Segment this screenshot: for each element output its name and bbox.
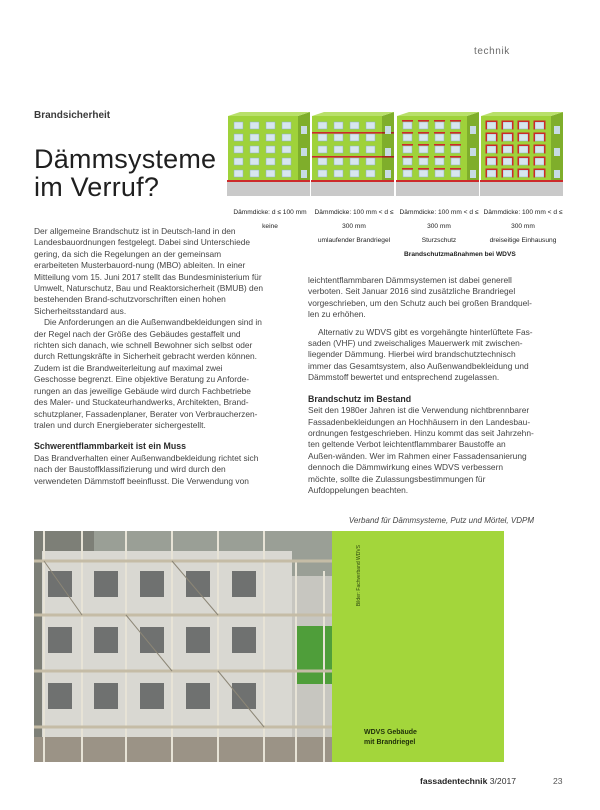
building-4-frame-left <box>502 121 504 130</box>
building-3-side-window <box>470 126 476 134</box>
building-2-roof <box>312 112 394 116</box>
building-3-lintel <box>402 144 413 146</box>
building-3-base-riegel <box>396 180 479 182</box>
building-2-base <box>311 182 394 196</box>
building-3-lintel <box>402 168 413 170</box>
issue-number: 3/2017 <box>489 776 517 786</box>
building-4-frame-right <box>512 133 514 142</box>
building-1-window <box>250 158 259 165</box>
building-2-base-riegel <box>311 180 394 182</box>
building-3-window <box>435 122 444 129</box>
building-4-window <box>535 122 544 129</box>
building-1-base <box>227 182 310 196</box>
building-4-frame-top <box>486 121 498 123</box>
building-4-frame-right <box>544 121 546 130</box>
building-4-frame-right <box>544 145 546 154</box>
building-4-frame-top <box>518 169 530 171</box>
building-caption-2-line1: Dämmdicke: 100 mm < d ≤ 300 mm <box>314 209 394 230</box>
building-4-frame-left <box>502 133 504 142</box>
building-caption-2 <box>310 206 398 248</box>
building-4-frame-left <box>534 145 536 154</box>
building-4-frame-right <box>512 121 514 130</box>
building-2-ring-riegel-side <box>382 156 394 158</box>
scaffolding-photo-illustration <box>34 531 332 762</box>
building-1-roof <box>228 112 310 116</box>
building-4-window <box>503 158 512 165</box>
building-3-lintel <box>418 144 429 146</box>
building-4-window <box>503 146 512 153</box>
building-caption-3 <box>395 206 483 248</box>
text-column-2 <box>308 275 534 497</box>
building-4-window <box>535 158 544 165</box>
building-4-frame-left <box>486 157 488 166</box>
building-3-lintel <box>434 120 445 122</box>
building-caption-2-line2: umlaufender Brandriegel <box>317 237 391 244</box>
building-4-frame-left <box>518 121 520 130</box>
building-4-frame-left <box>518 145 520 154</box>
building-4-window <box>535 170 544 177</box>
building-caption-1-line1: Dämmdicke: d ≤ 100 mm <box>233 209 307 216</box>
building-4-frame-right <box>528 169 530 178</box>
building-1-window <box>234 146 243 153</box>
building-1-window <box>250 146 259 153</box>
building-4-frame-top <box>534 169 546 171</box>
building-3-window <box>419 170 428 177</box>
building-4-window <box>519 134 528 141</box>
building-4-window <box>503 122 512 129</box>
building-3-window <box>435 146 444 153</box>
building-4-frame-right <box>512 169 514 178</box>
building-4-frame-left <box>534 157 536 166</box>
building-2-ring-riegel <box>312 156 382 158</box>
building-3-window <box>451 122 460 129</box>
building-1-window <box>234 170 243 177</box>
building-2-window <box>334 146 343 153</box>
paragraph: leichtentflammbaren Dämmsystemen ist dabei generell verboten. Seit Januar 2016 sind zusätzliche Brandriegel vorgeschrieben, um den Schutz auch bei großen Brandquel-len zu erhöhen. <box>308 275 532 320</box>
fire-protection-diagram <box>220 108 590 210</box>
building-3-window <box>403 122 412 129</box>
building-4-side-window <box>554 126 560 134</box>
building-photo <box>34 531 332 762</box>
building-4-frame-top <box>502 133 514 135</box>
building-3-window <box>419 158 428 165</box>
building-4-frame-top <box>534 157 546 159</box>
building-caption-3-line1: Dämmdicke: 100 mm < d ≤ 300 mm <box>399 209 479 230</box>
building-1-window <box>266 122 275 129</box>
building-3-base <box>396 182 479 196</box>
photo-caption <box>364 728 417 748</box>
building-1-side-window <box>301 126 307 134</box>
building-1-window <box>266 134 275 141</box>
paragraph: Seit den 1980er Jahren ist die Verwendung nichtbrennbarer Fassadenbekleidungen an Hochhäusern in den Landesbau-ordnungen festgeschrieben. Hinzu kommt das seit Jahrzehn-ten geltende Verbot leichtentflammbarer Baustoffe an Außen-wänden. Wer im Rahmen einer Fassadensanierung dennoch die Dämmwirkung eines WDVS verbessern möchte, sollte die Zulassungsbestimmungen für Aufdoppelungen beachten. <box>308 405 534 496</box>
building-2-window <box>318 158 327 165</box>
building-1-window <box>282 122 291 129</box>
building-3-lintel <box>450 144 461 146</box>
building-4-frame-right <box>544 169 546 178</box>
building-4-frame-right <box>512 157 514 166</box>
building-1-window <box>282 134 291 141</box>
building-4-frame-right <box>496 133 498 142</box>
building-4-frame-left <box>518 169 520 178</box>
building-1-window <box>250 134 259 141</box>
building-1-window <box>250 122 259 129</box>
building-3-lintel <box>434 132 445 134</box>
subheading: Brandschutz im Bestand <box>308 393 412 404</box>
building-3-lintel <box>418 168 429 170</box>
figure-caption: Brandschutzmaßnahmen bei WDVS <box>404 251 516 258</box>
footer-publication <box>420 776 516 786</box>
building-4-frame-right <box>528 133 530 142</box>
building-4-window <box>487 134 496 141</box>
building-2-window <box>334 158 343 165</box>
photo-caption-line2: mit Brandriegel <box>364 739 416 746</box>
building-3-window <box>451 146 460 153</box>
building-3-lintel <box>418 120 429 122</box>
building-4-frame-top <box>502 157 514 159</box>
building-4-frame-right <box>496 157 498 166</box>
building-2-window <box>350 122 359 129</box>
building-2-window <box>318 122 327 129</box>
building-4-window <box>519 158 528 165</box>
building-2-window <box>318 134 327 141</box>
building-3-window <box>419 146 428 153</box>
building-4-frame-right <box>544 157 546 166</box>
building-3-window <box>403 158 412 165</box>
building-3-lintel <box>434 168 445 170</box>
building-3-lintel <box>402 156 413 158</box>
paragraph: Alternativ zu WDVS gibt es vorgehängte hinterlüftete Fas-saden (VHF) und zweischaliges Mauerwerk mit zwischen-liegender Dämmung. Hierbei wird brandschutztechnisch immer das Gesamtsystem, also Außenwandbekleidung und Dämmstoff bewertet und entsprechend zugelassen. <box>308 326 533 383</box>
building-4-frame-right <box>496 121 498 130</box>
building-4-base-riegel <box>480 180 563 182</box>
building-4-window <box>519 146 528 153</box>
building-4-frame-right <box>528 121 530 130</box>
building-4-frame-right <box>512 145 514 154</box>
building-1-window <box>282 170 291 177</box>
building-3-window <box>403 146 412 153</box>
building-2-window <box>366 122 375 129</box>
building-4-frame-top <box>518 157 530 159</box>
building-3-window <box>435 170 444 177</box>
building-1-base-riegel <box>227 180 310 182</box>
building-1-window <box>250 170 259 177</box>
building-4-frame-top <box>486 133 498 135</box>
photo-credit: Bilder: Fachverband WDVS <box>356 545 362 607</box>
building-4-frame-left <box>502 169 504 178</box>
building-4-frame-right <box>496 169 498 178</box>
building-4-base <box>480 182 563 196</box>
building-4-window <box>519 122 528 129</box>
building-3-lintel <box>418 156 429 158</box>
building-1-window <box>234 122 243 129</box>
building-4-frame-left <box>534 169 536 178</box>
building-4-frame-top <box>534 145 546 147</box>
building-2-window <box>350 170 359 177</box>
building-4-frame-top <box>534 121 546 123</box>
building-3-window <box>403 134 412 141</box>
building-1-window <box>266 146 275 153</box>
building-3-side-window <box>470 148 476 156</box>
building-3-lintel <box>434 156 445 158</box>
building-4-window <box>503 134 512 141</box>
building-3-window <box>435 158 444 165</box>
building-3-window <box>419 134 428 141</box>
building-4-frame-left <box>518 157 520 166</box>
article-title <box>34 145 216 201</box>
building-3-window <box>419 122 428 129</box>
text-column-1 <box>34 226 266 487</box>
building-2-ring-riegel <box>312 132 382 134</box>
building-4-frame-left <box>534 133 536 142</box>
building-4-frame-top <box>502 121 514 123</box>
building-2-side-window <box>385 126 391 134</box>
building-4-frame-left <box>486 145 488 154</box>
building-4-frame-left <box>534 121 536 130</box>
building-3-window <box>451 158 460 165</box>
building-2-window <box>350 134 359 141</box>
building-caption-4-line1: Dämmdicke: 100 mm < d ≤ 300 mm <box>483 209 563 230</box>
building-2-window <box>334 122 343 129</box>
building-3-lintel <box>402 132 413 134</box>
building-3-lintel <box>434 144 445 146</box>
building-4-frame-left <box>486 133 488 142</box>
building-2-window <box>350 146 359 153</box>
building-4-frame-left <box>502 157 504 166</box>
building-3-lintel <box>418 132 429 134</box>
building-4-window <box>535 134 544 141</box>
building-4-side-window <box>554 170 560 178</box>
building-4-frame-top <box>486 157 498 159</box>
page-number: 23 <box>553 776 563 786</box>
building-4-frame-left <box>502 145 504 154</box>
author-signature: Verband für Dämmsysteme, Putz und Mörtel, VDPM <box>348 516 534 525</box>
section-tag: technik <box>474 46 510 57</box>
building-4-window <box>487 158 496 165</box>
magazine-name: fassadentechnik <box>420 776 488 786</box>
building-4-side-window <box>554 148 560 156</box>
photo-caption-line1: WDVS Gebäude <box>364 729 417 736</box>
article-kicker: Brandsicherheit <box>34 110 111 121</box>
building-caption-4-line2: dreiseitige Einhausung <box>489 237 557 244</box>
building-2-window <box>350 158 359 165</box>
building-1-window <box>282 158 291 165</box>
building-4-window <box>519 170 528 177</box>
building-4-frame-left <box>486 169 488 178</box>
paragraph: Das Brandverhalten einer Außenwandbekleidung richtet sich nach der Baustoffklassifizierung und wird durch den verwendeten Dämmstoff beeinflusst. Die Verwendung von <box>34 452 259 486</box>
building-4-frame-top <box>518 145 530 147</box>
building-2-window <box>366 146 375 153</box>
building-4-window <box>503 170 512 177</box>
building-2-window <box>366 158 375 165</box>
building-2-window <box>334 170 343 177</box>
building-2-side-window <box>385 148 391 156</box>
building-2-window <box>318 170 327 177</box>
building-4-frame-right <box>528 145 530 154</box>
building-1-window <box>266 158 275 165</box>
building-4-frame-top <box>486 145 498 147</box>
building-3-lintel <box>450 156 461 158</box>
building-2-side-window <box>385 170 391 178</box>
building-1-window <box>282 146 291 153</box>
subheading: Schwerentflammbarkeit ist ein Muss <box>34 441 187 452</box>
building-1-side-window <box>301 148 307 156</box>
building-1-window <box>234 134 243 141</box>
building-3-roof <box>397 112 479 116</box>
building-3-window <box>451 134 460 141</box>
paragraph: Die Anforderungen an die Außenwandbekleidungen sind in der Regel nach der Größe des Gebäudes gestaffelt und richten sich danach, wie schnell Bewohner sich selbst oder durch Rettungskräfte in Sicherheit gebracht werden können. Zudem ist die Brandweiterleitung auf maximal zwei Geschosse begrenzt. Eine objektive Beratung zu Anforde-rungen an das jeweilige Gebäude wird durch Fachbetriebe des Maler- und Stuckateurhandwerks, Architekten, Brand-schutzplaner, Fassadenplaner, Berater von Verbraucherzen-tralen und durch Energieberater sichergestellt. <box>34 317 262 430</box>
building-3-lintel <box>450 120 461 122</box>
title-line-1: Dämmsysteme <box>34 144 217 174</box>
building-3-lintel <box>450 168 461 170</box>
building-4-frame-top <box>502 145 514 147</box>
building-caption-1-line2: keine <box>262 223 278 230</box>
building-4-frame-left <box>486 121 488 130</box>
building-3-window <box>451 170 460 177</box>
building-1-window <box>266 170 275 177</box>
building-4-frame-top <box>518 133 530 135</box>
building-2-window <box>366 134 375 141</box>
building-3-window <box>435 134 444 141</box>
building-4-window <box>535 146 544 153</box>
building-1-side-window <box>301 170 307 178</box>
building-3-lintel <box>450 132 461 134</box>
paragraph: Der allgemeine Brandschutz ist in Deutsch-land in den Landesbauordnungen festgelegt. Dabei sind Unterschiede gering, da sich die Regelungen an der gemeinsam erarbeiteten Musterbauord-nung (MBO) ableiten. In einer Mitteilung vom 15. Juni 2017 stellt das Bundesministerium für Umwelt, Naturschutz, Bau und Reaktorsicherheit (BMUB) den bestehenden Brand-schutzvorschriften einen hohen Sicherheitsstandard aus. <box>34 226 264 316</box>
building-4-window <box>487 170 496 177</box>
building-4-frame-right <box>544 133 546 142</box>
building-4-frame-top <box>502 169 514 171</box>
building-2-window <box>334 134 343 141</box>
building-4-roof <box>481 112 563 116</box>
building-caption-4 <box>479 206 567 248</box>
building-caption-3-line2: Sturzschutz <box>421 237 457 244</box>
building-3-side-window <box>470 170 476 178</box>
title-line-2: im Verruf? <box>34 172 160 202</box>
building-4-frame-right <box>496 145 498 154</box>
building-4-frame-top <box>518 121 530 123</box>
building-3-lintel <box>402 120 413 122</box>
building-4-frame-right <box>528 157 530 166</box>
building-4-frame-top <box>534 133 546 135</box>
building-4-window <box>487 122 496 129</box>
building-4-frame-left <box>518 133 520 142</box>
building-4-window <box>487 146 496 153</box>
building-4-frame-top <box>486 169 498 171</box>
building-3-window <box>403 170 412 177</box>
building-1-window <box>234 158 243 165</box>
building-2-window <box>366 170 375 177</box>
building-2-window <box>318 146 327 153</box>
